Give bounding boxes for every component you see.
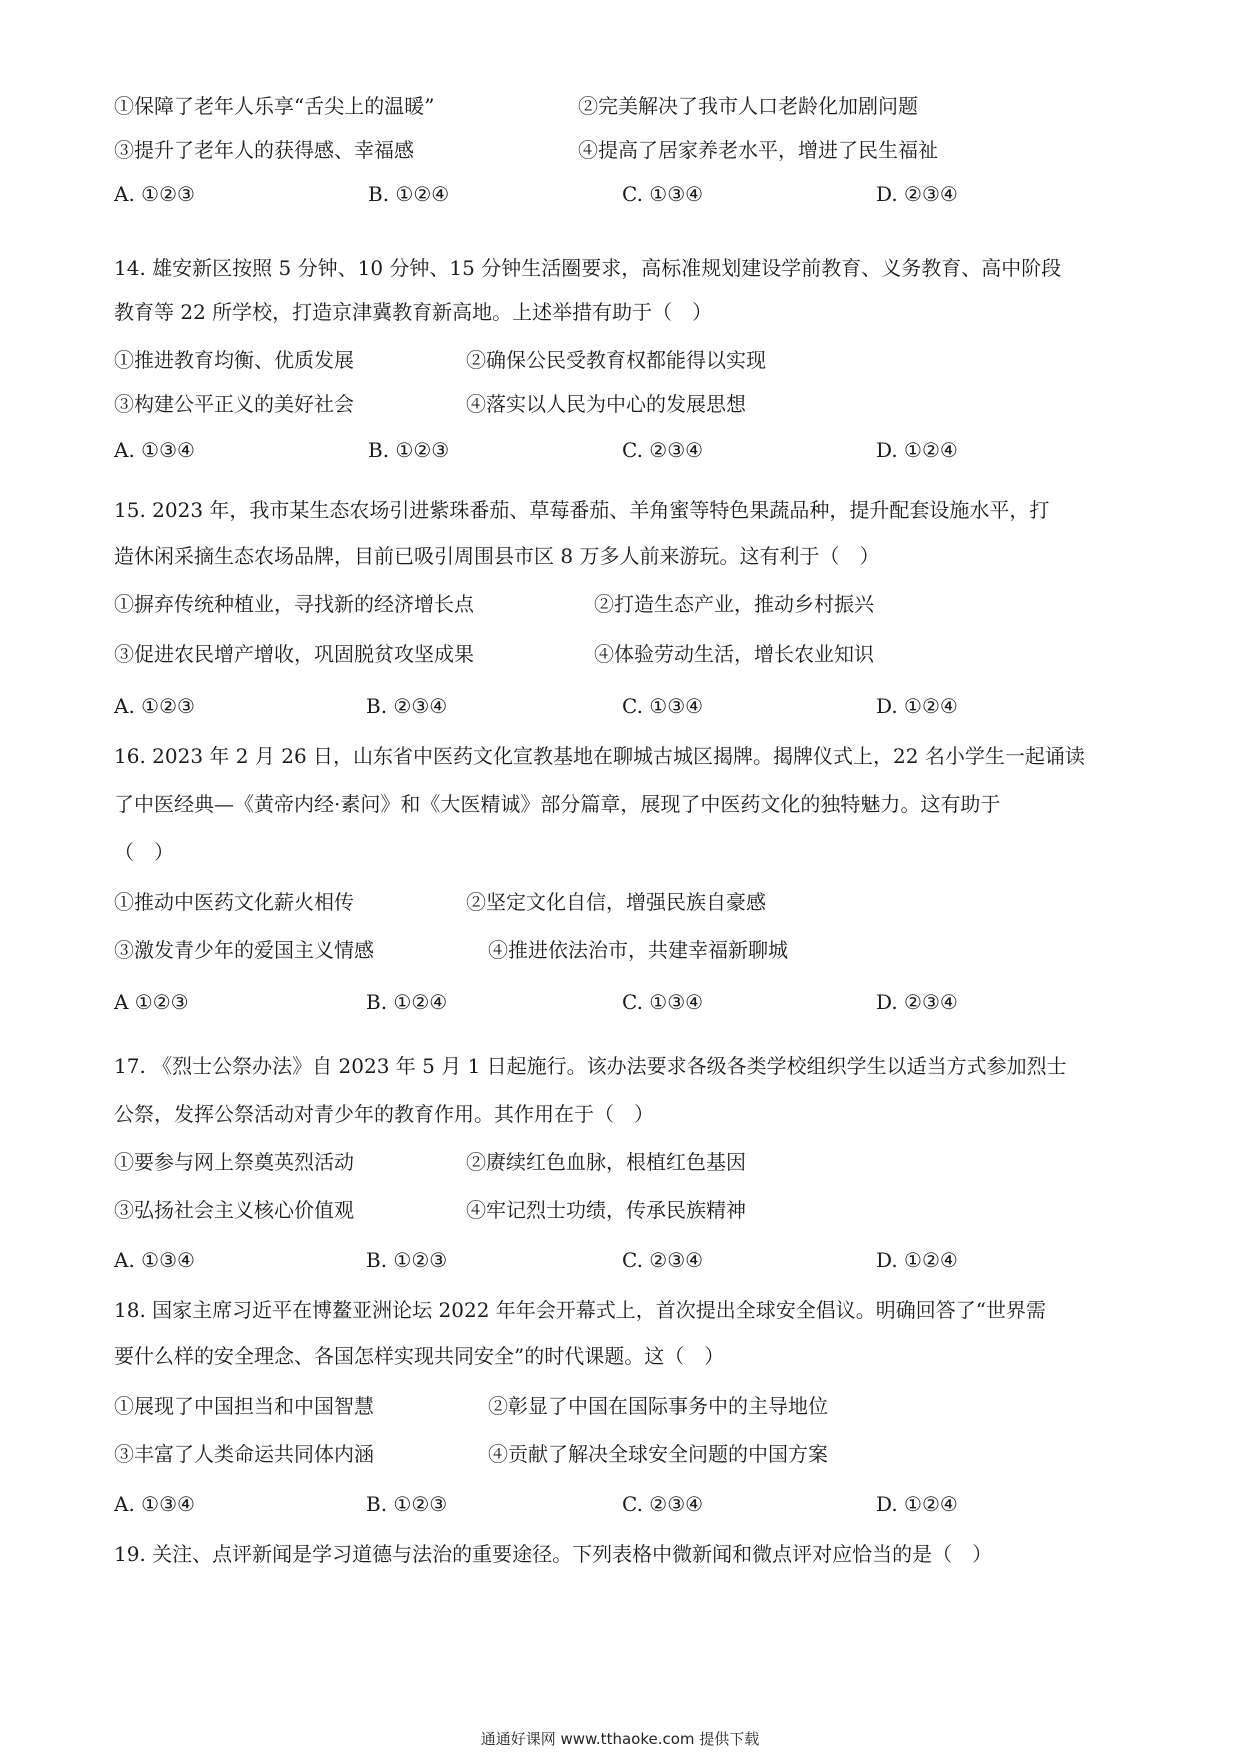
q14-option-1: ①推进教育均衡、优质发展 [114, 348, 354, 372]
q16-option-2: ②坚定文化自信，增强民族自豪感 [466, 890, 766, 914]
download-footer: 通通好课网 www.tthaoke.com 提供下载 [480, 1730, 760, 1748]
q16-choice-c: C. ①③④ [622, 990, 704, 1014]
q19-stem-line-1: 19. 关注、点评新闻是学习道德与法治的重要途径。下列表格中微新闻和微点评对应恰当的是（ ） [114, 1542, 993, 1566]
q16-choice-a: A ①②③ [114, 990, 189, 1014]
q18-option-1: ①展现了中国担当和中国智慧 [114, 1394, 374, 1418]
q17-option-2: ②赓续红色血脉，根植红色基因 [466, 1150, 746, 1174]
q18-option-4: ④贡献了解决全球安全问题的中国方案 [488, 1442, 828, 1466]
q13-option-1: ①保障了老年人乐享“舌尖上的温暖” [114, 94, 435, 118]
q13-choice-a: A. ①②③ [114, 182, 195, 206]
q18-choice-b: B. ①②③ [366, 1492, 448, 1516]
q13-choice-d: D. ②③④ [876, 182, 958, 206]
q18-choice-d: D. ①②④ [876, 1492, 958, 1516]
q18-option-3: ③丰富了人类命运共同体内涵 [114, 1442, 374, 1466]
q16-choice-b: B. ①②④ [366, 990, 448, 1014]
q18-choice-c: C. ②③④ [622, 1492, 704, 1516]
q15-choice-b: B. ②③④ [366, 694, 448, 718]
q18-stem-line-1: 18. 国家主席习近平在博鳌亚洲论坛 2022 年年会开幕式上，首次提出全球安全倡议。明确回答了“世界需 [114, 1298, 1047, 1322]
q14-choice-d: D. ①②④ [876, 438, 958, 462]
q15-choice-c: C. ①③④ [622, 694, 704, 718]
q13-option-4: ④提高了居家养老水平，增进了民生福祉 [578, 138, 938, 162]
q13-choice-b: B. ①②④ [368, 182, 450, 206]
q17-option-1: ①要参与网上祭奠英烈活动 [114, 1150, 354, 1174]
q14-option-2: ②确保公民受教育权都能得以实现 [466, 348, 766, 372]
q14-option-3: ③构建公平正义的美好社会 [114, 392, 354, 416]
q15-option-1: ①摒弃传统种植业，寻找新的经济增长点 [114, 592, 474, 616]
q15-option-4: ④体验劳动生活，增长农业知识 [594, 642, 874, 666]
q14-choice-c: C. ②③④ [622, 438, 704, 462]
q14-choice-b: B. ①②③ [368, 438, 450, 462]
q17-choice-a: A. ①③④ [114, 1248, 195, 1272]
q17-stem-line-2: 公祭，发挥公祭活动对青少年的教育作用。其作用在于（ ） [114, 1102, 654, 1126]
q13-choice-c: C. ①③④ [622, 182, 704, 206]
q17-option-4: ④牢记烈士功绩，传承民族精神 [466, 1198, 746, 1222]
q16-option-1: ①推动中医药文化薪火相传 [114, 890, 354, 914]
q14-stem-line-1: 14. 雄安新区按照 5 分钟、10 分钟、15 分钟生活圈要求，高标准规划建设学前教育、义务教育、高中阶段 [114, 256, 1062, 280]
q15-option-2: ②打造生态产业，推动乡村振兴 [594, 592, 874, 616]
q17-choice-b: B. ①②③ [366, 1248, 448, 1272]
q18-stem-line-2: 要什么样的安全理念、各国怎样实现共同安全”的时代课题。这（ ） [114, 1344, 725, 1368]
q18-option-2: ②彰显了中国在国际事务中的主导地位 [488, 1394, 828, 1418]
q17-stem-line-1: 17. 《烈士公祭办法》自 2023 年 5 月 1 日起施行。该办法要求各级各类学校组织学生以适当方式参加烈士 [114, 1054, 1067, 1078]
q15-stem-line-2: 造休闲采摘生态农场品牌，目前已吸引周围县市区 8 万多人前来游玩。这有利于（ ） [114, 544, 880, 568]
q13-option-2: ②完美解决了我市人口老龄化加剧问题 [578, 94, 918, 118]
q14-option-4: ④落实以人民为中心的发展思想 [466, 392, 746, 416]
q16-stem-line-3: （ ） [114, 840, 174, 864]
q15-choice-d: D. ①②④ [876, 694, 958, 718]
q16-option-4: ④推进依法治市，共建幸福新聊城 [488, 938, 788, 962]
q14-stem-line-2: 教育等 22 所学校，打造京津冀教育新高地。上述举措有助于（ ） [114, 300, 713, 324]
q15-choice-a: A. ①②③ [114, 694, 195, 718]
q16-stem-line-1: 16. 2023 年 2 月 26 日，山东省中医药文化宣教基地在聊城古城区揭牌。揭牌仪式上，22 名小学生一起诵读 [114, 744, 1085, 768]
q18-choice-a: A. ①③④ [114, 1492, 195, 1516]
q17-choice-c: C. ②③④ [622, 1248, 704, 1272]
q17-option-3: ③弘扬社会主义核心价值观 [114, 1198, 354, 1222]
q16-option-3: ③激发青少年的爱国主义情感 [114, 938, 374, 962]
q13-option-3: ③提升了老年人的获得感、幸福感 [114, 138, 414, 162]
q14-choice-a: A. ①③④ [114, 438, 195, 462]
q15-stem-line-1: 15. 2023 年，我市某生态农场引进紫珠番茄、草莓番茄、羊角蜜等特色果蔬品种，提升配套设施水平，打 [114, 498, 1050, 522]
q16-stem-line-2: 了中医经典—《黄帝内经·素问》和《大医精诚》部分篇章，展现了中医药文化的独特魅力。这有助于 [114, 792, 1001, 816]
q16-choice-d: D. ②③④ [876, 990, 958, 1014]
q15-option-3: ③促进农民增产增收，巩固脱贫攻坚成果 [114, 642, 474, 666]
q17-choice-d: D. ①②④ [876, 1248, 958, 1272]
